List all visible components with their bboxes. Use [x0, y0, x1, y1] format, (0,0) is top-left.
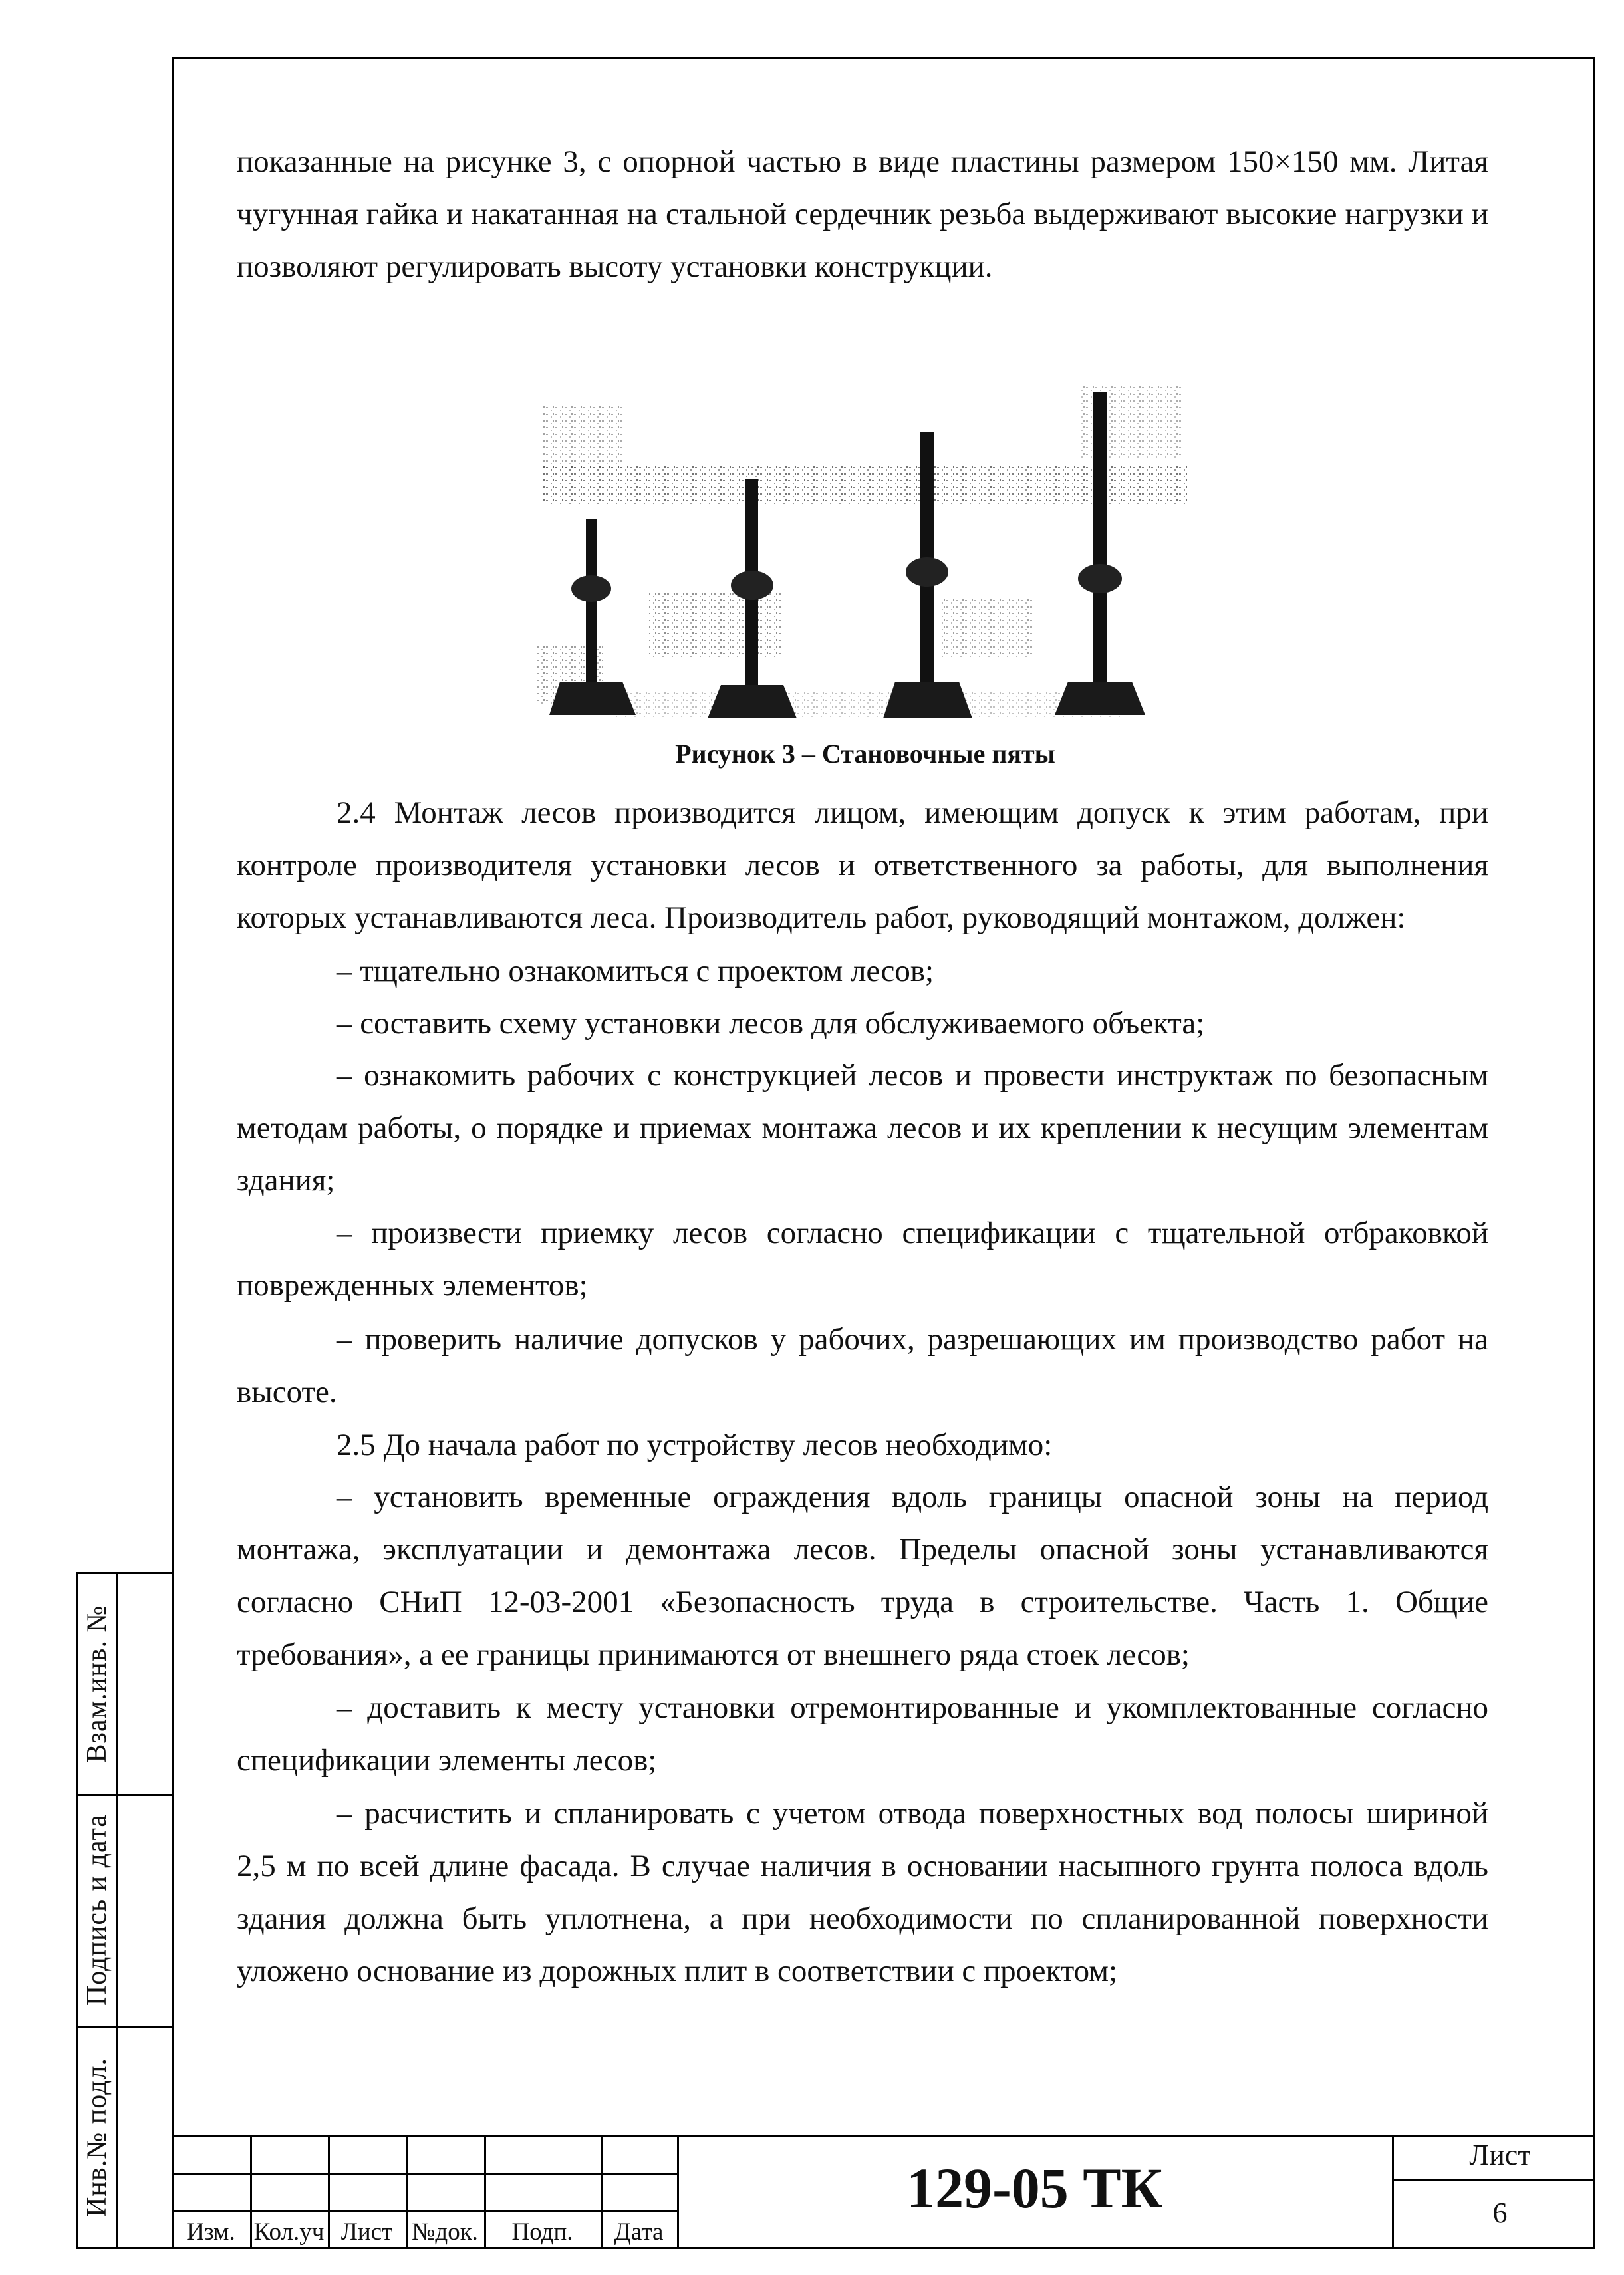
stamp-cell-inv-swap	[78, 1574, 172, 1796]
sheet-label: Лист	[1469, 2139, 1531, 2171]
stamp-cell-inv-orig	[78, 2026, 172, 2249]
sheet-number: 6	[1492, 2197, 1508, 2229]
column-data: Дата	[614, 2218, 664, 2246]
paragraph-section-2-5: 2.5 До начала работ по устройству лесов необходимо:	[337, 1428, 1053, 1462]
stamp-label-sign-date: Подпись и дата	[82, 1813, 112, 2006]
column-list: Лист	[340, 2218, 393, 2246]
column-ndok: №док.	[412, 2218, 478, 2246]
list-item: – ознакомить рабочих с конструкцией лесов и провести инструктаж по безопасным методам работы, о порядке и приемах монтажа лесов и их креплении к несущим элементам здания;	[237, 1058, 1488, 1198]
column-izm: Изм.	[186, 2218, 235, 2246]
figure-caption: Рисунок 3 – Становочные пяты	[675, 739, 1055, 769]
list-item: – проверить наличие допусков у рабочих, разрешающих им производство работ на высоте.	[237, 1322, 1488, 1409]
paragraph-section-2-4: 2.4 Монтаж лесов производится лицом, имеющим допуск к этим работам, при контроле производителя установки лесов и ответственного за работы, для выполнения которых устанавливаются леса. Производитель работ, руководящий монтажом, должен:	[237, 795, 1488, 935]
title-block	[172, 2135, 1595, 2249]
list-item: – доставить к месту установки отремонтированные и укомплектованные согласно спецификации элементы лесов;	[237, 1690, 1488, 1778]
list-item: – произвести приемку лесов согласно спецификации с тщательной отбраковкой поврежденных элементов;	[237, 1216, 1488, 1303]
stamp-cell-sign-date	[78, 1794, 172, 2028]
column-kolvo: Кол.уч	[253, 2218, 325, 2246]
list-item: – расчистить и спланировать с учетом отвода поверхностных вод полосы шириной 2,5 м по всей длине фасада. В случае наличия в основании насыпного грунта полоса вдоль здания должна быть уплотнена, а при необходимости по спланированной поверхности уложено основание из дорожных плит в соответствии с проектом;	[237, 1796, 1488, 1988]
document-number: 129-05 ТК	[906, 2156, 1162, 2220]
stamp-label-inv-orig: Инв.№ подл.	[82, 2058, 112, 2217]
list-item: – тщательно ознакомиться с проектом лесов;	[337, 954, 934, 988]
paragraph-plates: показанные на рисунке 3, с опорной частью в виде пластины размером 150×150 мм. Литая чугунная гайка и накатанная на стальной сердечник резьба выдерживают высокие нагрузки и позволяют регулировать высоту установки конструкции.	[237, 144, 1488, 284]
list-item: – установить временные ограждения вдоль границы опасной зоны на период монтажа, эксплуатации и демонтажа лесов. Пределы опасной зоны устанавливаются согласно СНиП 12-03-2001 «Безопасность труда в строительстве. Часть 1. Общие требования», а ее границы принимаются от внешнего ряда стоек лесов;	[237, 1480, 1488, 1672]
stamp-label-inv-swap: Взам.инв. №	[82, 1605, 112, 1763]
column-podp: Подп.	[511, 2218, 573, 2246]
list-item: – составить схему установки лесов для обслуживаемого объекта;	[337, 1006, 1205, 1041]
binding-stamp-strip	[76, 1572, 172, 2249]
figure-leveling-jacks	[536, 379, 1194, 725]
